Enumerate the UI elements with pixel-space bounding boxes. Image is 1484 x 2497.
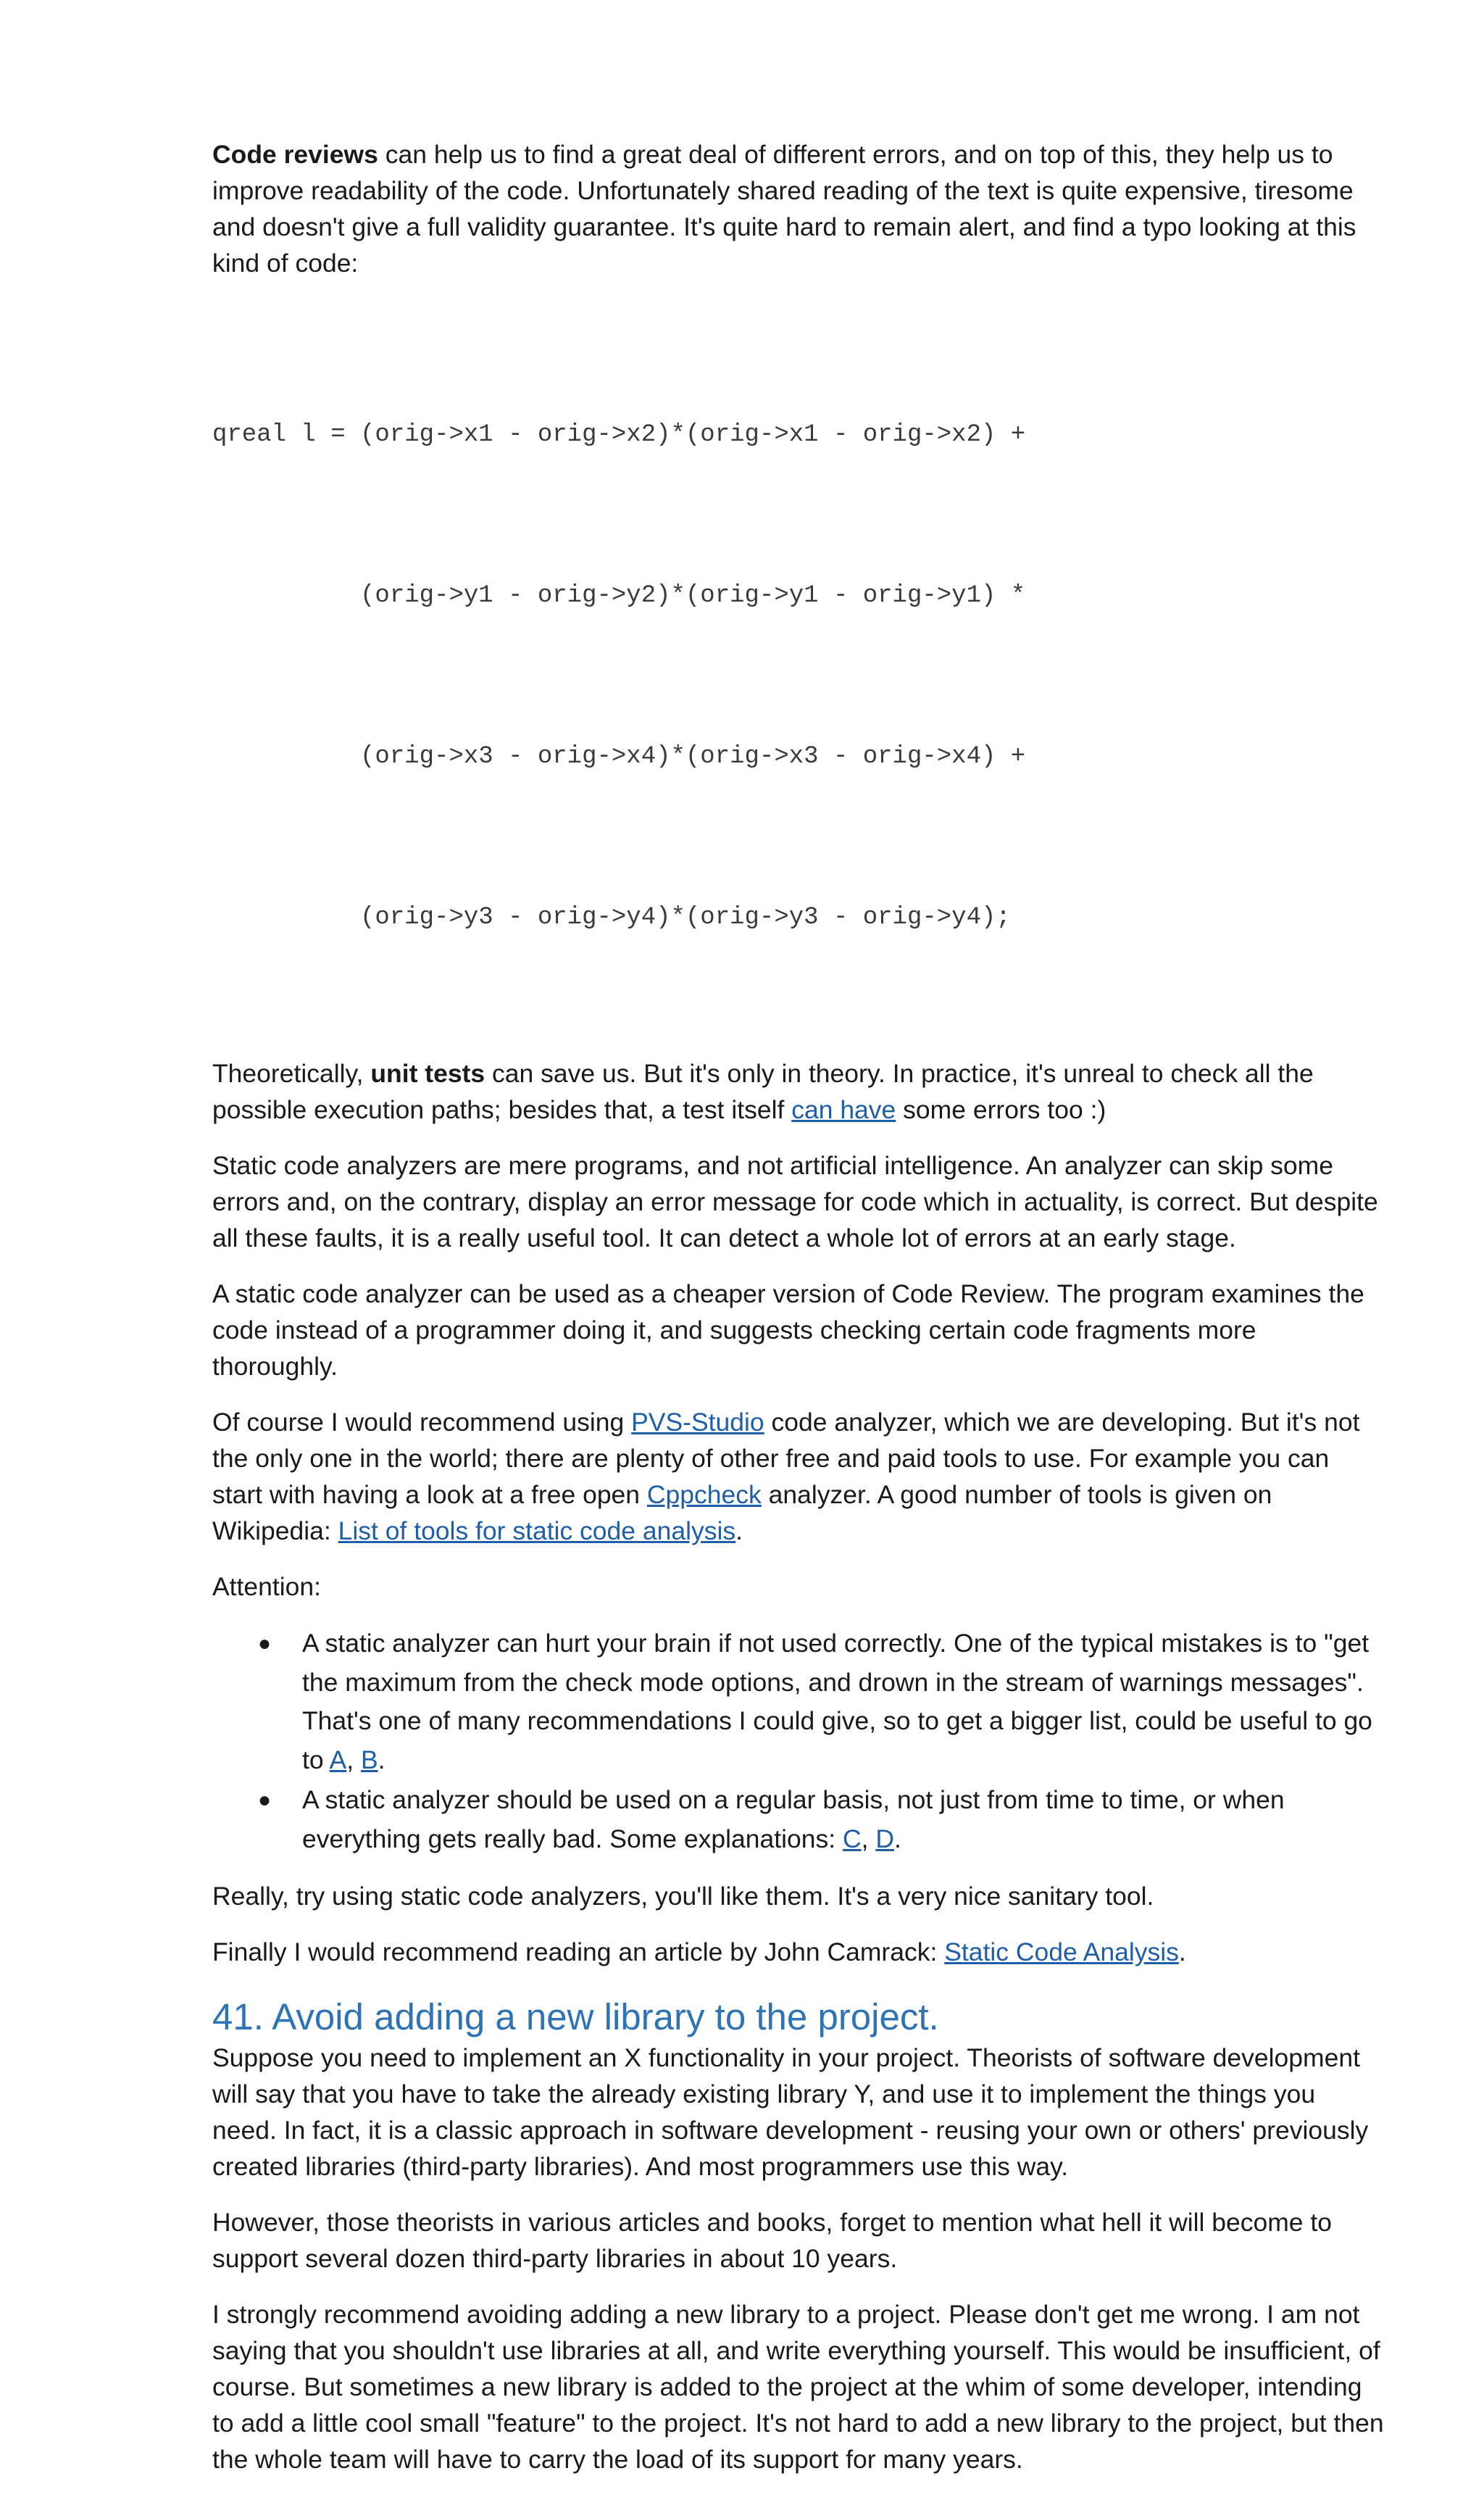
separator: , [346, 1745, 361, 1774]
link-c[interactable]: C [842, 1824, 862, 1853]
paragraph-static-analyzers: Static code analyzers are mere programs, and not artificial intelligence. An analyzer can skip some errors and, on the contrary, display an error message for code which in actuality, is correct. But despite all these faults, it is a really useful tool. It can detect a whole lot of errors at an early stage. [212, 1151, 1378, 1252]
paragraph-attention: Attention: [212, 1572, 321, 1601]
paragraph-text: code analyzer, which we are developing. But it's not the only one in the world; there are plenty of other free and paid tools to use. For example you can start with having a look at a free open [212, 1408, 1360, 1509]
paragraph-unit-tests [212, 1055, 1386, 1128]
link-list-of-tools[interactable]: List of tools for static code analysis [338, 1516, 736, 1545]
list-item-end: . [378, 1745, 385, 1774]
list-item-text: A static analyzer can hurt your brain if not used correctly. One of the typical mistakes is to "get the maximum from the check mode options, and drown in the stream of warnings messages". That's one of many recommendations I could give, so to get a bigger list, could be useful to go to [302, 1629, 1372, 1774]
paragraph-text: . [735, 1516, 743, 1545]
code-line: qreal l = (orig->x1 - orig->x2)*(orig->x1 - orig->x2) + [212, 421, 1026, 449]
list-item-end: . [893, 1824, 901, 1853]
document-page [212, 136, 1386, 2497]
bullet-icon: ● [258, 1788, 272, 1812]
link-pvs-studio[interactable]: PVS-Studio [631, 1408, 764, 1437]
paragraph-x-functionality: Suppose you need to implement an X functionality in your project. Theorists of software development will say that you have to take the already existing library Y, and use it to implement the things you need. In fact, it is a classic approach in software development - reusing your own or others' previously created libraries (third-party libraries). And most programmers use this way. [212, 2043, 1369, 2181]
paragraph-text: Theoretically, [212, 1059, 371, 1088]
paragraph-recommend-tools [212, 1404, 1386, 1549]
paragraph-text: analyzer. A good number of tools is given on Wikipedia: [212, 1480, 1272, 1545]
paragraph-text: can help us to find a great deal of different errors, and on top of this, they help us to improve readability of the code. Unfortunately shared reading of the text is quite expensive, tiresome and doesn't give a full validity guarantee. It's quite hard to remain alert, and find a typo looking at this kind of code: [212, 140, 1356, 278]
link-d[interactable]: D [875, 1824, 894, 1853]
paragraph-avoid-library: I strongly recommend avoiding adding a new library to a project. Please don't get me wrong. I am not saying that you shouldn't use libraries at all, and write everything yourself. This would be insufficient, of course. But sometimes a new library is added to the project at the whim of some developer, intending to add a little cool small "feature" to the project. It's not hard to add a new library to the project, but then the whole team will have to carry the load of its support for many years. [212, 2300, 1384, 2474]
paragraph-text: Of course I would recommend using [212, 1408, 632, 1437]
bold-code-reviews: Code reviews [212, 140, 378, 169]
paragraph-text: Finally I would recommend reading an article by John Camrack: [212, 1937, 945, 1966]
attention-list [212, 1624, 1386, 1858]
link-static-code-analysis[interactable]: Static Code Analysis [944, 1937, 1179, 1966]
paragraph-text: some errors too :) [896, 1095, 1106, 1124]
code-line: (orig->y1 - orig->y2)*(orig->y1 - orig->y1) * [212, 582, 1026, 610]
link-cppcheck[interactable]: Cppcheck [646, 1480, 762, 1509]
paragraph-text: . [1178, 1937, 1186, 1966]
paragraph-try-analyzers: Really, try using static code analyzers, you'll like them. It's a very nice sanitary tool. [212, 1882, 1154, 1911]
paragraph-theorists: However, those theorists in various articles and books, forget to mention what hell it will become to support several dozen third-party libraries in about 10 years. [212, 2208, 1333, 2273]
list-item [212, 1781, 1386, 1858]
paragraph-text: can save us. But it's only in theory. In practice, it's unreal to check all the possible execution paths; besides that, a test itself [212, 1059, 1314, 1124]
link-a[interactable]: A [329, 1745, 347, 1774]
list-item-text: A static analyzer should be used on a regular basis, not just from time to time, or when everything gets really bad. Some explanations: [302, 1785, 1285, 1853]
code-block [212, 301, 1386, 1052]
link-b[interactable]: B [360, 1745, 378, 1774]
separator: , [861, 1824, 876, 1853]
list-item [212, 1624, 1386, 1779]
bold-unit-tests: unit tests [370, 1059, 485, 1088]
link-can-have[interactable]: can have [791, 1095, 896, 1124]
paragraph-camrack-article [212, 1934, 1386, 1970]
code-line: (orig->x3 - orig->x4)*(orig->x3 - orig->x4) + [212, 743, 1026, 770]
paragraph-code-reviews [212, 136, 1386, 281]
bullet-icon: ● [258, 1632, 272, 1655]
paragraph-cheaper-review: A static code analyzer can be used as a cheaper version of Code Review. The program examines the code instead of a programmer doing it, and suggests checking certain code fragments more thoroughly. [212, 1279, 1364, 1381]
code-line: (orig->y3 - orig->y4)*(orig->y3 - orig->y4); [212, 904, 1011, 931]
section-heading-41: 41. Avoid adding a new library to the project. [212, 1996, 939, 2037]
